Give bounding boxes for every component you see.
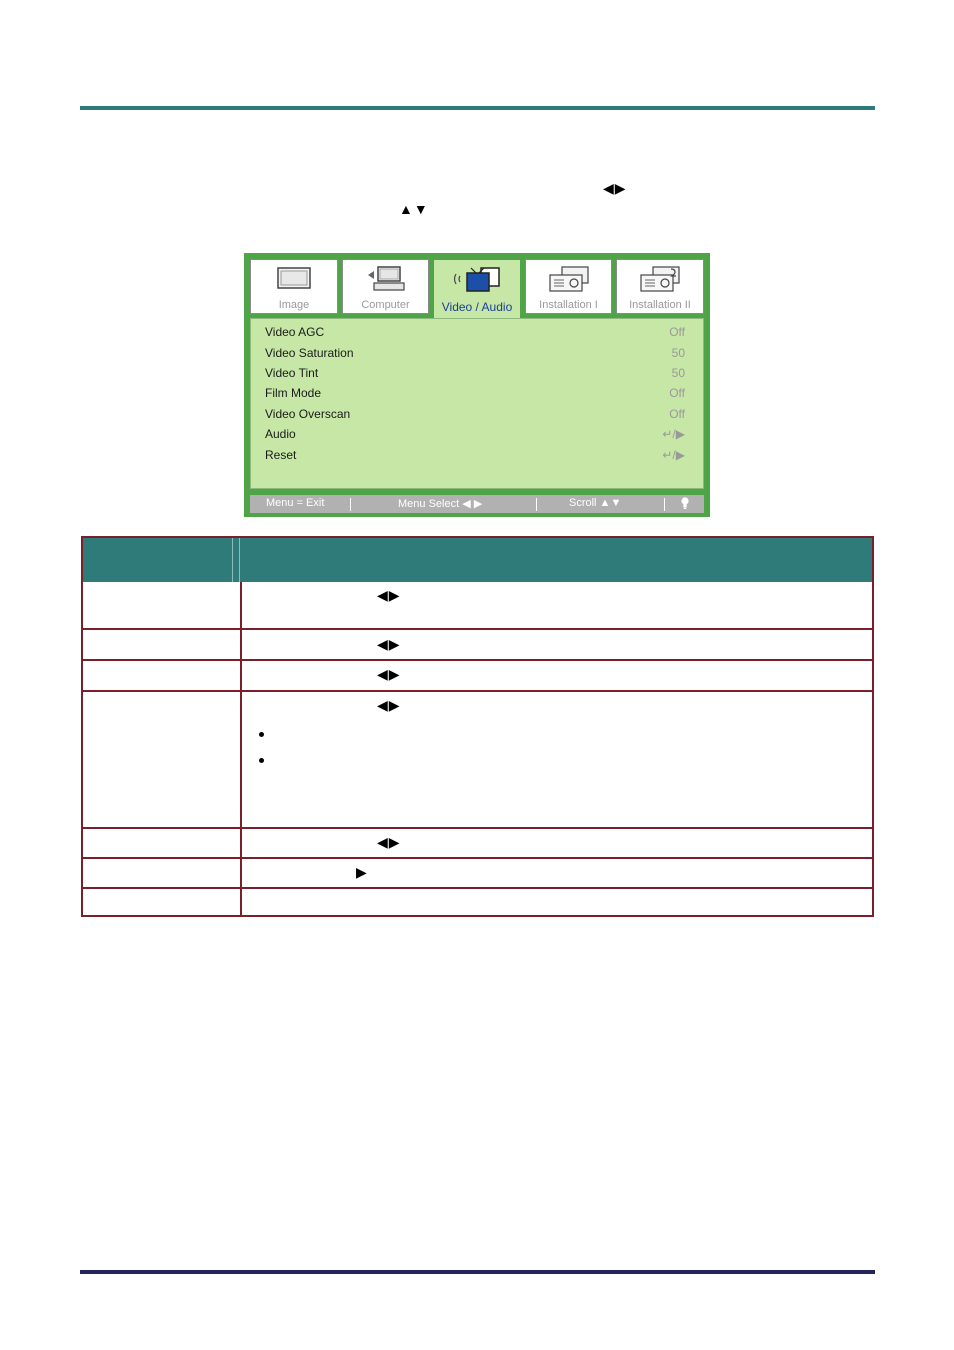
menu-item-video-tint[interactable] bbox=[265, 366, 685, 384]
up-down-arrows-icon: ▲▼ bbox=[399, 201, 429, 217]
menu-item-label: Video Saturation bbox=[265, 346, 354, 360]
footer-scroll: Scroll ▲▼ bbox=[569, 497, 622, 509]
row-divider bbox=[83, 659, 872, 661]
left-right-arrows-icon: ◀▶ bbox=[603, 180, 627, 196]
menu-item-film-mode[interactable] bbox=[265, 386, 685, 404]
footer-divider bbox=[664, 498, 665, 511]
osd-settings-panel bbox=[250, 318, 704, 489]
menu-item-reset[interactable] bbox=[265, 448, 685, 466]
row-divider bbox=[83, 857, 872, 859]
computer-icon bbox=[366, 265, 406, 298]
osd-menu bbox=[244, 253, 710, 517]
installation-icon bbox=[546, 265, 592, 300]
menu-item-value: Off bbox=[669, 386, 685, 400]
tab-label: Image bbox=[278, 299, 310, 311]
tab-label: Installation II bbox=[629, 299, 691, 311]
menu-item-video-agc[interactable] bbox=[265, 325, 685, 343]
tab-image[interactable] bbox=[250, 259, 338, 314]
menu-item-label: Reset bbox=[265, 448, 297, 462]
header-divider bbox=[232, 538, 233, 582]
menu-item-label: Video AGC bbox=[265, 325, 325, 339]
installation-2-icon bbox=[637, 265, 683, 300]
menu-item-label: Video Tint bbox=[265, 366, 319, 380]
video-audio-icon bbox=[451, 265, 503, 298]
footer-rule bbox=[80, 1270, 875, 1274]
menu-item-value: 50 bbox=[671, 366, 685, 380]
tab-computer[interactable] bbox=[342, 259, 429, 314]
row-divider bbox=[83, 628, 872, 630]
column-divider bbox=[240, 582, 242, 915]
tab-installation-i[interactable] bbox=[525, 259, 612, 314]
footer-divider bbox=[350, 498, 351, 511]
left-right-arrows-icon: ◀▶ bbox=[377, 834, 401, 850]
tab-label: Video / Audio bbox=[441, 300, 513, 314]
left-right-arrows-icon: ◀▶ bbox=[377, 697, 401, 713]
menu-item-value: Off bbox=[669, 407, 685, 421]
right-arrow-icon: ▶ bbox=[356, 864, 368, 880]
row-divider bbox=[83, 827, 872, 829]
bullet bbox=[259, 732, 264, 737]
enter-arrow-icon: ↵/▶ bbox=[662, 448, 685, 462]
menu-item-label: Video Overscan bbox=[265, 407, 351, 421]
left-right-arrows-icon: ◀▶ bbox=[377, 636, 401, 652]
menu-item-audio[interactable] bbox=[265, 427, 685, 445]
header-rule bbox=[80, 106, 875, 110]
menu-item-value: Off bbox=[669, 325, 685, 339]
row-divider bbox=[83, 887, 872, 889]
lightbulb-icon bbox=[680, 496, 690, 513]
footer-menu-select: Menu Select ◀ ▶ bbox=[398, 498, 483, 510]
menu-item-label: Film Mode bbox=[265, 386, 322, 400]
bullet bbox=[259, 758, 264, 763]
settings-table bbox=[81, 536, 874, 917]
menu-item-video-saturation[interactable] bbox=[265, 346, 685, 364]
tab-label: Computer bbox=[361, 299, 410, 311]
tab-installation-ii[interactable] bbox=[616, 259, 704, 314]
image-icon bbox=[276, 265, 312, 298]
left-right-arrows-icon: ◀▶ bbox=[377, 587, 401, 603]
row-divider bbox=[83, 690, 872, 692]
tab-label: Installation I bbox=[539, 299, 598, 311]
footer-menu-exit: Menu = Exit bbox=[266, 497, 325, 509]
header-divider bbox=[239, 538, 240, 582]
menu-item-label: Audio bbox=[265, 427, 296, 441]
footer-divider bbox=[536, 498, 537, 511]
left-right-arrows-icon: ◀▶ bbox=[377, 666, 401, 682]
enter-arrow-icon: ↵/▶ bbox=[662, 427, 685, 441]
menu-item-video-overscan[interactable] bbox=[265, 407, 685, 425]
tab-video-audio[interactable] bbox=[433, 259, 521, 319]
osd-footer bbox=[250, 495, 704, 513]
menu-item-value: 50 bbox=[671, 346, 685, 360]
table-header bbox=[83, 538, 872, 582]
